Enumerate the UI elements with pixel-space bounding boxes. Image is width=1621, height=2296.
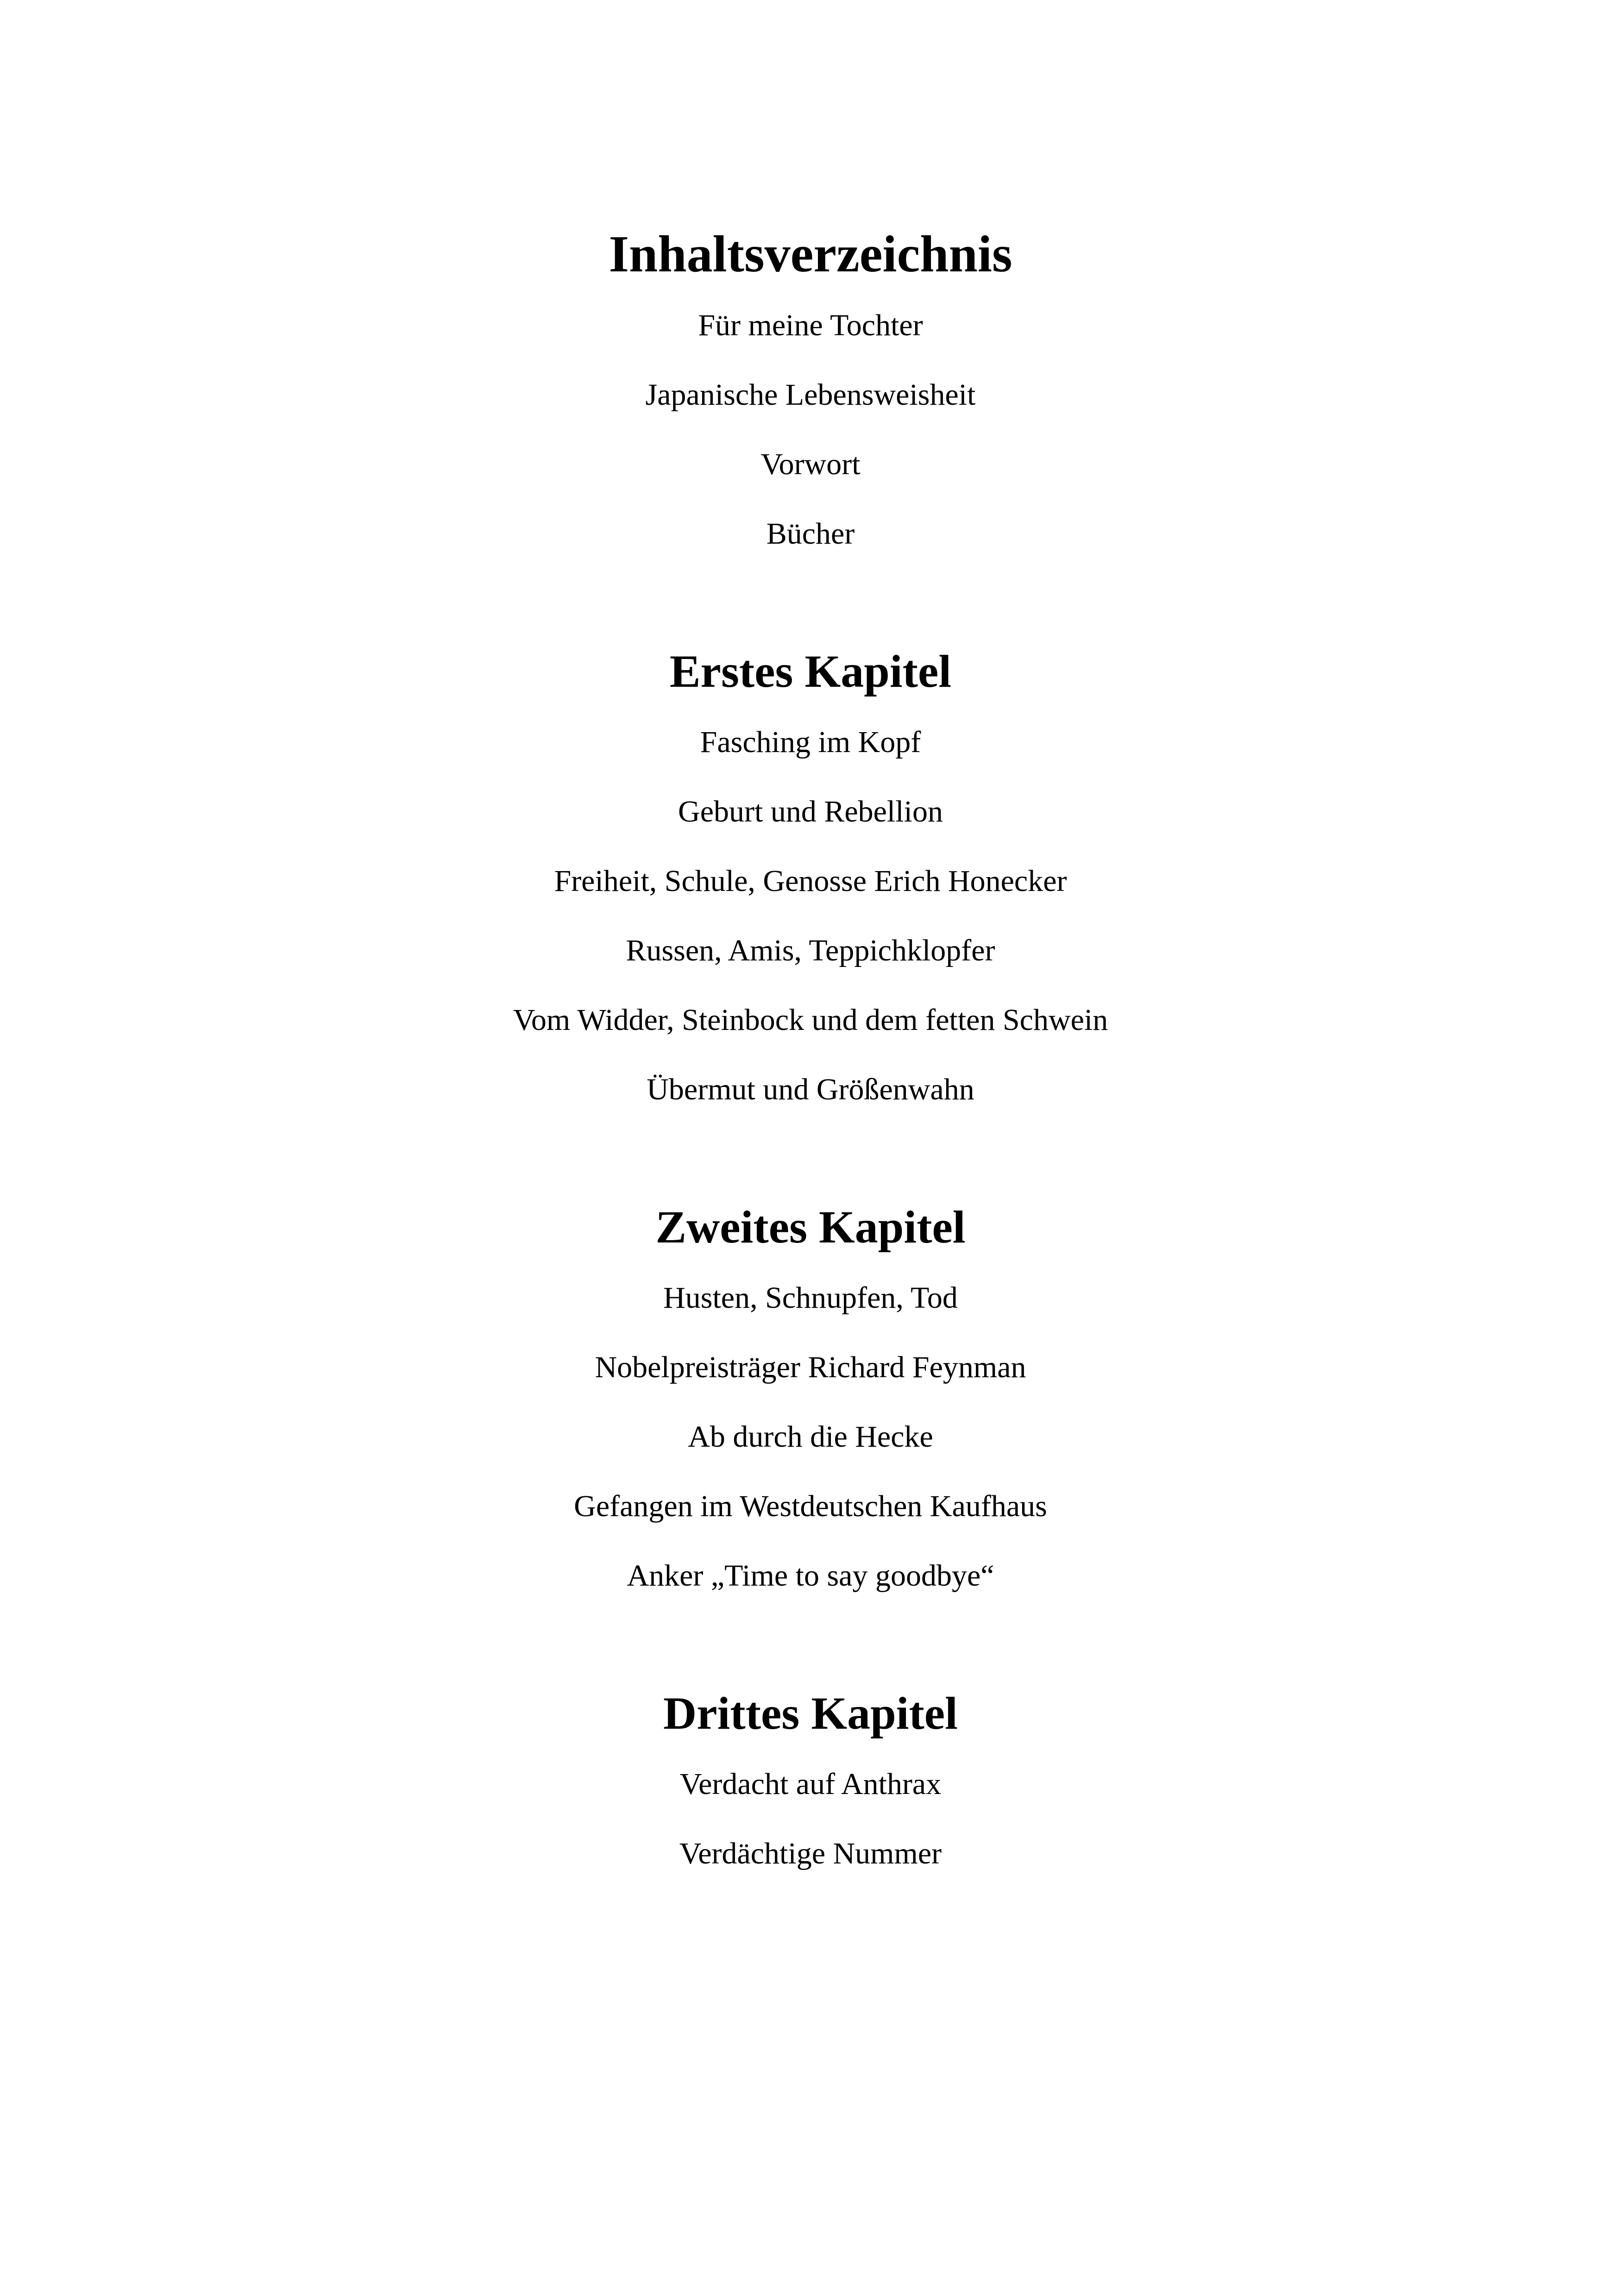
chapter-title: Drittes Kapitel bbox=[663, 1687, 958, 1739]
chapter-entry: Verdacht auf Anthrax bbox=[679, 1767, 942, 1801]
chapter-entry: Übermut und Größenwahn bbox=[647, 1073, 974, 1106]
chapter-entry: Geburt und Rebellion bbox=[678, 795, 943, 828]
chapter-entry: Freiheit, Schule, Genosse Erich Honecker bbox=[554, 864, 1067, 898]
toc-title: Inhaltsverzeichnis bbox=[609, 226, 1012, 283]
chapter-title: Zweites Kapitel bbox=[655, 1201, 966, 1253]
front-matter-entry: Für meine Tochter bbox=[698, 308, 923, 342]
front-matter-entry: Bücher bbox=[766, 517, 855, 551]
chapter-entry: Ab durch die Hecke bbox=[688, 1420, 933, 1454]
chapter-entry: Husten, Schnupfen, Tod bbox=[663, 1281, 958, 1315]
chapter-entry: Nobelpreisträger Richard Feynman bbox=[595, 1350, 1026, 1384]
chapter-title: Erstes Kapitel bbox=[669, 646, 952, 697]
front-matter-entry: Japanische Lebensweisheit bbox=[645, 378, 976, 412]
chapter-entry: Anker „Time to say goodbye“ bbox=[627, 1559, 994, 1593]
chapter-entry: Russen, Amis, Teppichklopfer bbox=[626, 934, 995, 967]
chapter-entry: Verdächtige Nummer bbox=[679, 1837, 942, 1870]
chapter-entry: Vom Widder, Steinbock und dem fetten Schwein bbox=[513, 1003, 1108, 1037]
front-matter-entry: Vorwort bbox=[760, 447, 861, 481]
chapter-entry: Fasching im Kopf bbox=[700, 725, 921, 759]
chapter-entry: Gefangen im Westdeutschen Kaufhaus bbox=[574, 1489, 1047, 1523]
